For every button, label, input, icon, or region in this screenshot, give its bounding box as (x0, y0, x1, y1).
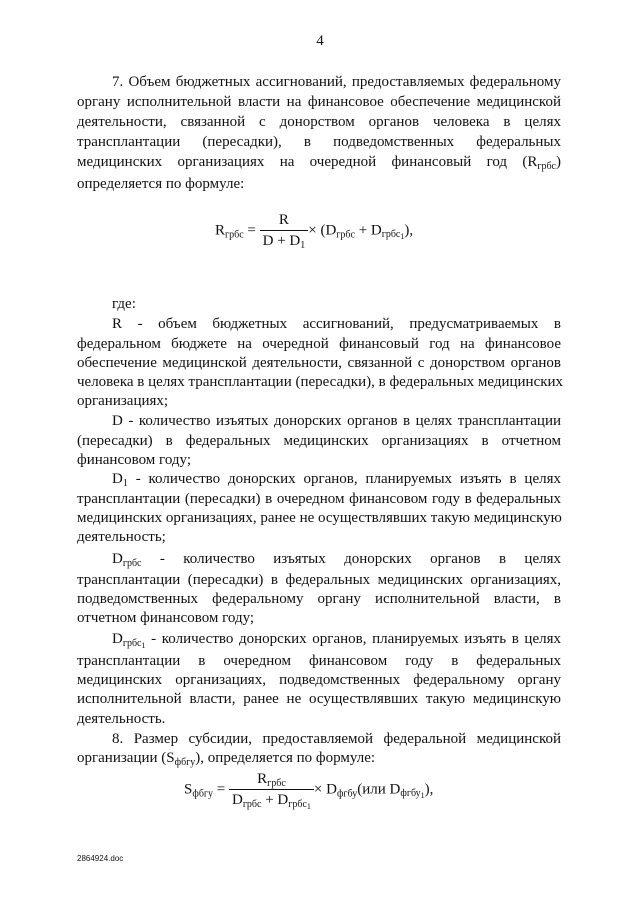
def-dgrbs1-symbol: D (112, 631, 123, 647)
formula1-eq: = (247, 222, 256, 239)
formula1-plus: + D (354, 222, 382, 239)
formula2-den-sub-2 (288, 799, 311, 810)
para7-line-1: 7. Объем бюджетных ассигнований, предоставляемых федеральному (112, 74, 561, 90)
def-dgrbs1-line-1 (112, 631, 561, 648)
formula2-or: (или D (357, 781, 401, 798)
formula1-times: × (D (308, 222, 337, 239)
document-filename: 2864924.doc (77, 854, 124, 863)
def-d1-symbol: D (112, 471, 123, 487)
formula1-sub-2-text: грбс (381, 229, 401, 241)
formula1-numerator: R (260, 212, 309, 231)
para7-line-4: трансплантации (пересадки), в подведомственных федеральных (77, 134, 561, 150)
def-dgrbs-text: - количество изъятых донорских органов в целях (141, 551, 561, 567)
def-dgrbs1-line-5: деятельность. (77, 711, 166, 727)
formula2-times: × D (313, 781, 337, 798)
def-dgrbs-symbol: D (112, 551, 123, 567)
def-dgrbs1-line-3: медицинских организациях, подведомственных федеральному органу (77, 672, 561, 688)
formula2-end: ), (424, 781, 434, 798)
formula1-sub-2-index: 1 (400, 232, 405, 242)
para8-line-2-rest: ), определяется по формуле: (195, 750, 376, 766)
para7-line-5-close: ) (556, 154, 561, 170)
def-d-line-1: D - количество изъятых донорских органов в целях трансплантации (112, 413, 561, 429)
para7-line-2: органу исполнительной власти на финансовое обеспечение медицинской (77, 94, 561, 110)
def-dgrbs-line-1 (112, 551, 561, 568)
def-dgrbs1-text: - количество донорских органов, планируемых изъять в целях (145, 631, 561, 647)
para8-line-2 (77, 750, 561, 767)
formula1-sub-1: грбс (336, 229, 355, 241)
page-number: 4 (316, 33, 324, 49)
para8-line-2-text: организации (S (77, 750, 175, 766)
para7-line-5-text: медицинских организациях на очередной финансовый год (R (77, 154, 538, 170)
formula2-lhs-sub: фбгу (192, 788, 214, 800)
para7-line-5-sub: грбс (537, 161, 556, 172)
formula2-denominator (229, 790, 314, 809)
def-dgrbs1-sub (123, 638, 146, 649)
def-r-line-4: человека в целях трансплантации (пересадки), в федеральных медицинских (77, 374, 564, 390)
formula2-times-sub: фгбу (336, 788, 358, 800)
formula1-fraction (260, 212, 309, 250)
def-d-line-3: финансовом году; (77, 452, 192, 468)
para8-line-1: 8. Размер субсидии, предоставляемой федеральной медицинской (112, 731, 561, 747)
def-r-line-5: организациях; (77, 393, 169, 409)
def-d1-line-4: деятельность; (77, 529, 166, 545)
formula-r-grbs (215, 212, 413, 250)
def-d1-sub: 1 (122, 478, 128, 489)
def-d1-line-2: трансплантации (пересадки) в очередном финансовом году в федеральных (77, 491, 561, 507)
formula1-den-sub: 1 (300, 240, 306, 251)
def-r-line-1: R - объем бюджетных ассигнований, предусматриваемых в (112, 316, 561, 332)
formula2-num-text: R (257, 771, 268, 787)
def-dgrbs-line-3: подведомственных федеральному органу исполнительной власти, в (77, 591, 561, 607)
formula2-fraction (229, 771, 314, 809)
para8-line-2-sub: фбгу (174, 757, 196, 768)
def-dgrbs1-line-2: трансплантации в очередном финансовом году в федеральных (77, 653, 561, 669)
formula1-end: ), (404, 222, 414, 239)
formula2-den-sub-1: грбс (242, 799, 262, 810)
def-dgrbs1-line-4: исполнительной власти, ранее не осуществлявших такую медицинскую (77, 691, 561, 707)
def-d1-line-3: медицинских организациях, ранее не осуществлявших такую медицинскую (77, 510, 562, 526)
def-dgrbs-line-4: отчетном финансовом году; (77, 610, 255, 626)
formula2-or-sub-index: 1 (420, 791, 425, 801)
def-dgrbs1-sub-text: грбс (122, 638, 142, 649)
formula2-or-sub-text: фгбу (400, 788, 421, 800)
def-r-line-3: обеспечение медицинской деятельности, связанной с донорством органов (77, 355, 561, 371)
where-label: где: (112, 296, 136, 312)
def-dgrbs-line-2: трансплантации (пересадки) в федеральных медицинских организациях, (77, 572, 561, 588)
formula1-denominator (260, 231, 309, 250)
formula2-numerator (229, 771, 314, 790)
formula2-den-text: D (231, 792, 243, 808)
formula1-sub-2 (382, 229, 405, 240)
def-d1-text: - количество донорских органов, планируемых изъять в целях (127, 471, 561, 487)
def-dgrbs-sub: грбс (122, 558, 142, 569)
formula2-eq: = (216, 781, 226, 798)
def-d-line-2: (пересадки) в федеральных медицинских организациях в отчетном (77, 433, 561, 449)
formula1-den-text: D + D (262, 233, 301, 249)
formula2-lhs: S (184, 781, 193, 798)
para7-line-6: определяется по формуле: (77, 176, 245, 192)
def-d1-line-1 (112, 471, 561, 488)
formula1-lhs-sub: грбс (225, 229, 244, 241)
para7-line-3: деятельности, связанной с донорством органов человека в целях (77, 114, 561, 130)
para7-line-5 (77, 154, 561, 171)
def-dgrbs1-sub-index: 1 (141, 641, 146, 650)
formula2-den-sub-2-text: грбс (288, 799, 307, 810)
formula2-den-sub-2-index: 1 (306, 802, 311, 811)
formula1-lhs: R (215, 222, 226, 239)
formula2-or-sub (400, 788, 424, 799)
def-r-line-2: федеральном бюджете на очередной финансовый год на финансовое (77, 336, 561, 352)
formula2-den-plus: + D (261, 792, 289, 808)
formula-s-fbgu (184, 771, 433, 809)
formula2-num-sub: грбс (267, 778, 286, 789)
